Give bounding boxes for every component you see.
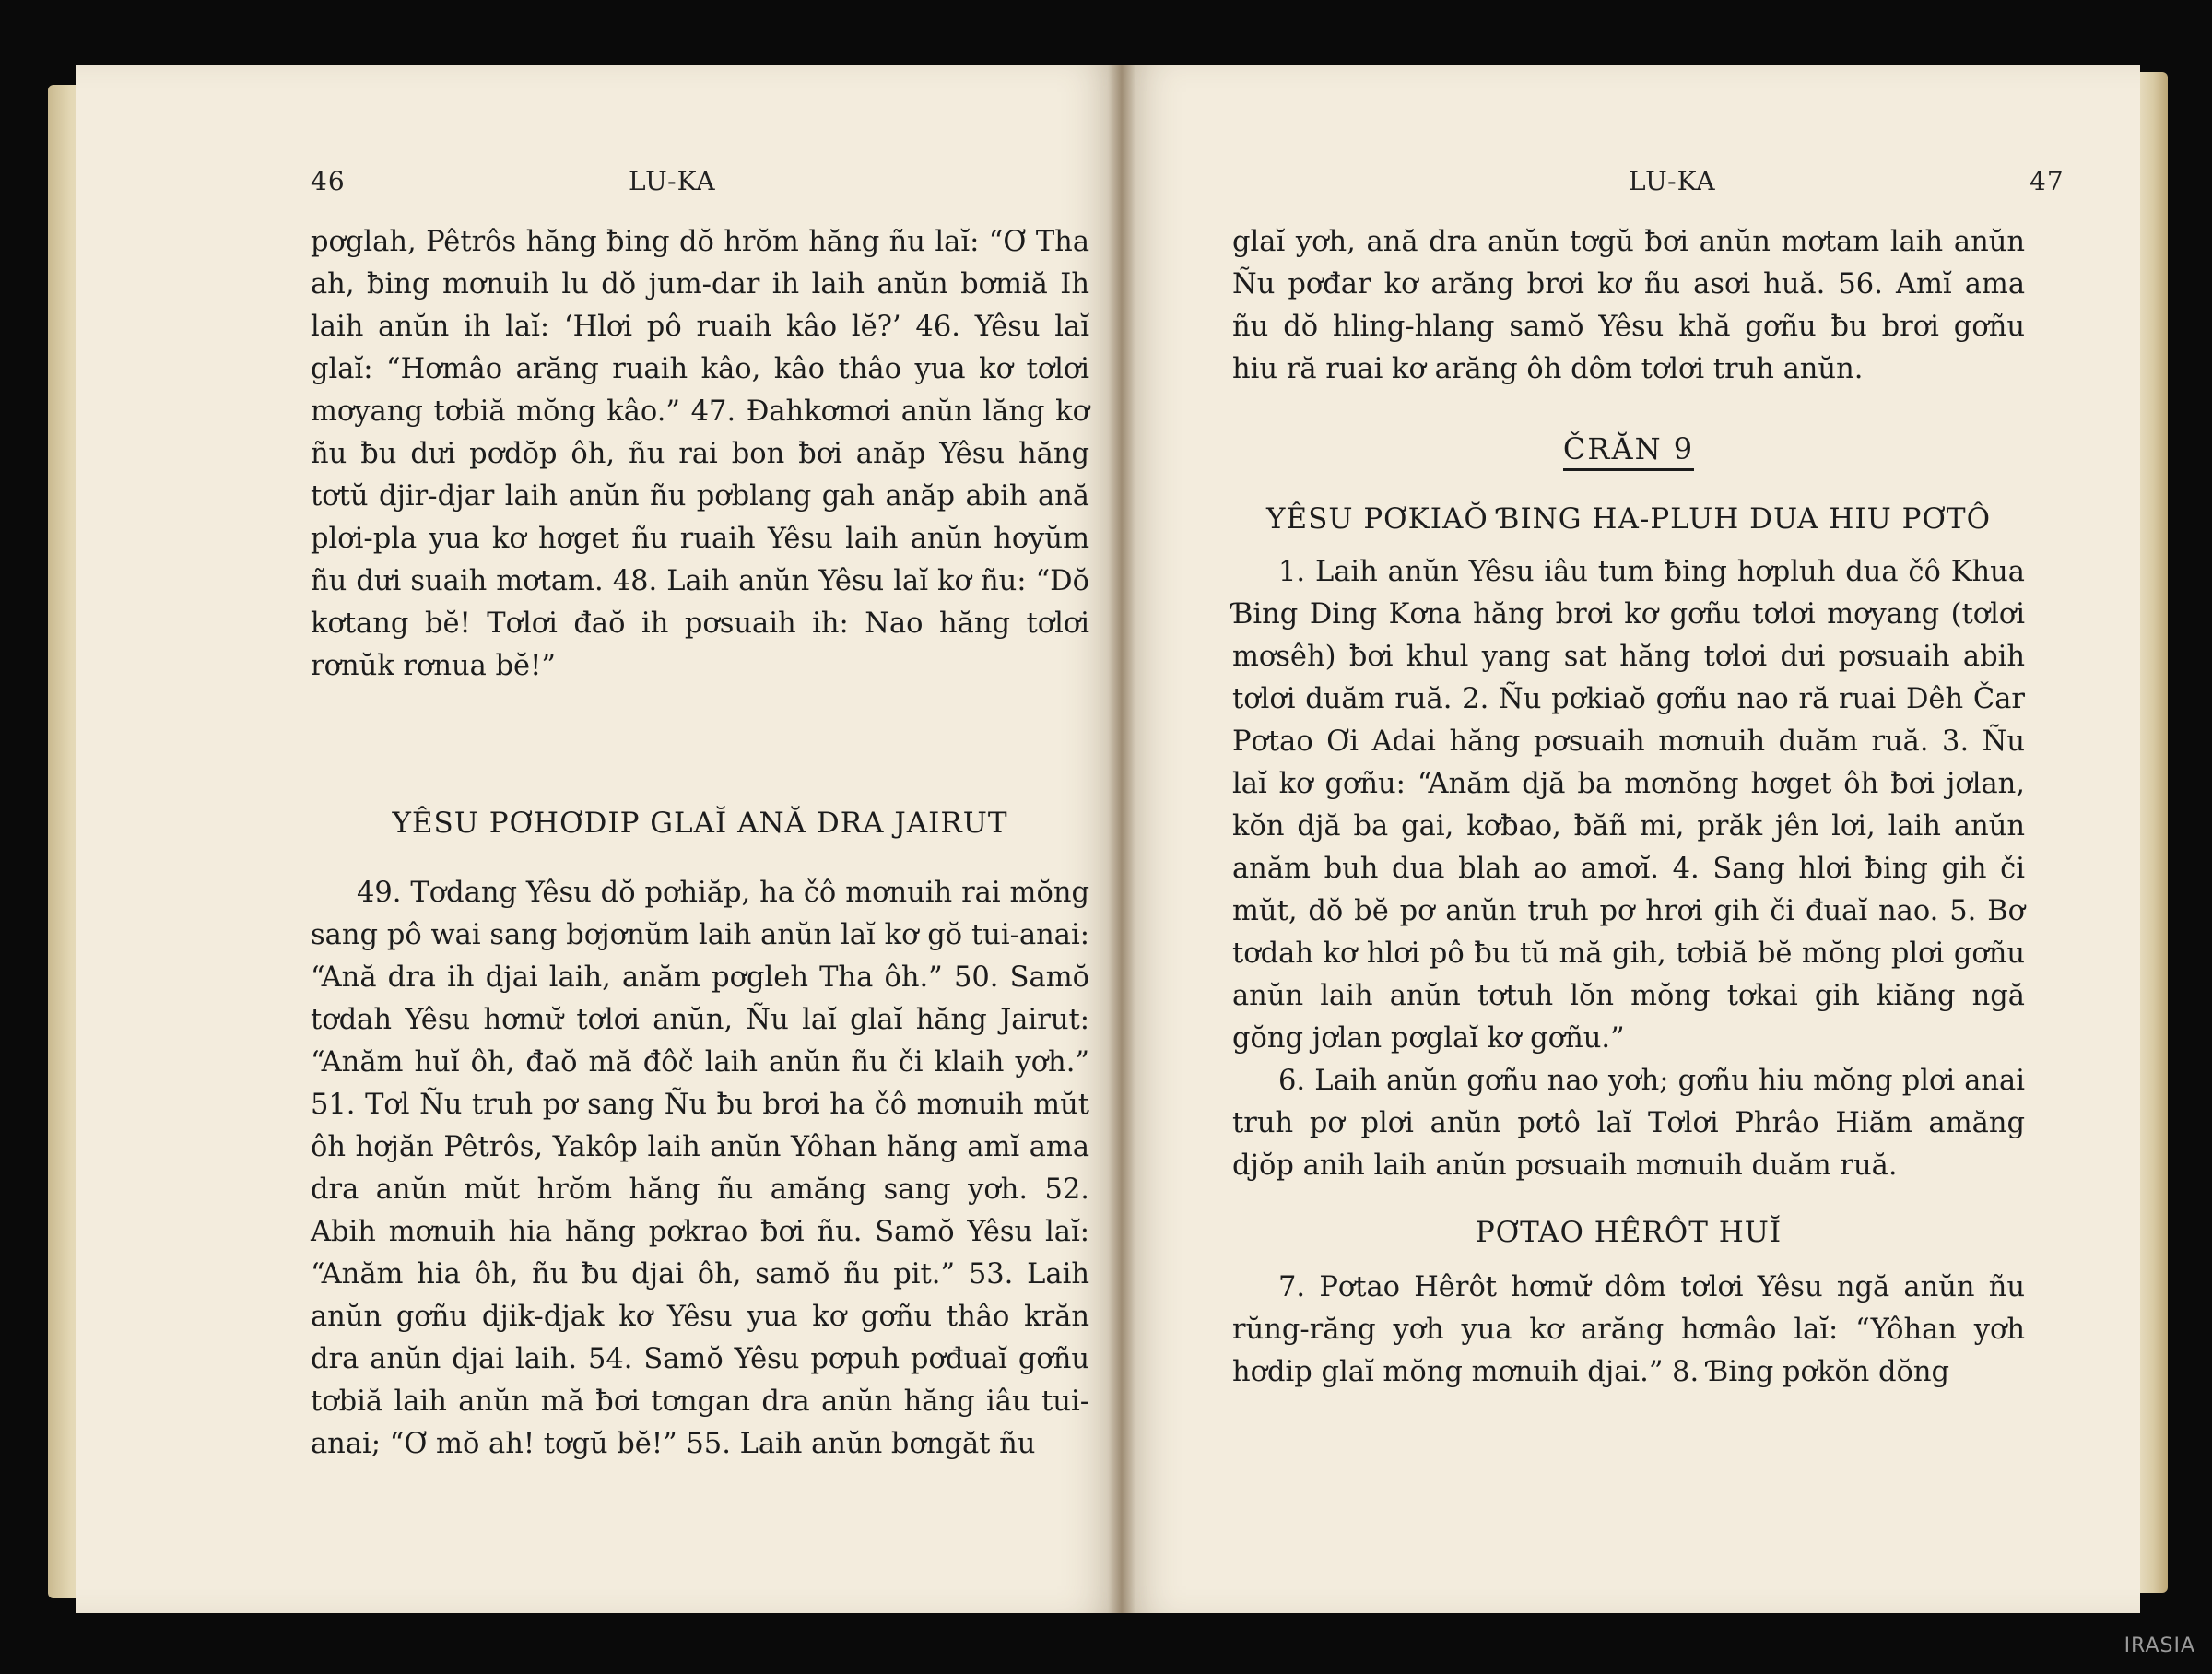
left-page: [76, 65, 1122, 1613]
section-heading: YÊSU PƠKIAŎ ƁING HA-PLUH DUA HIU PƠTÔ: [1266, 502, 1991, 536]
paragraph: glaĭ yơh, ană dra anŭn tơgŭ ƀơi anŭn mơtam laih anŭn Ñu pơđar kơ arăng brơi kơ ñu asơi huă. 56. Amĭ ama ñu dŏ hling-hlang samŏ Yêsu khă gơñu ƀu brơi gơñu hiu ră ruai kơ arăng ôh dôm tơlơi truh anŭn.: [1232, 226, 2025, 385]
paragraph: pơglah, Pêtrôs hăng ƀing dŏ hrŏm hăng ñu laĭ: “Ơ Tha ah, ƀing mơnuih lu dŏ jum-dar ih laih anŭn bơmiă Ih laih anŭn ih laĭ: ‘Hlơi pô ruaih kâo lĕ?’ 46. Yêsu laĭ glaĭ: “Hơmâo arăng ruaih kâo, kâo thâo yua kơ tơlơi mơyang tơbiă mŏng kâo.” 47. Đahkơmơi anŭn lăng kơ ñu ƀu dưi pơdŏp ôh, ñu rai bon ƀơi anăp Yêsu hăng tơtŭ djir-djar laih anŭn ñu pơblang gah anăp abih ană plơi-pla yua kơ hơget ñu ruaih Yêsu laih anŭn hơyŭm ñu dưi suaih mơtam. 48. Laih anŭn Yêsu laĭ kơ ñu: “Dŏ kơtang bĕ! Tơlơi đaŏ ih pơsuaih ih: Nao hăng tơlơi rơnŭk rơnua bĕ!”: [311, 226, 1089, 682]
page-number-right: 47: [2030, 166, 2065, 196]
chapter-heading: [1232, 428, 2025, 470]
open-book: [48, 65, 2168, 1613]
right-page: [1122, 65, 2140, 1613]
paragraph: 1. Laih anŭn Yêsu iâu tum ƀing hơpluh dua čô Khua Ɓing Ding Kơna hăng brơi kơ gơñu tơlơi mơyang (tơlơi mơsêh) ƀơi khul yang sat hăng tơlơi dưi pơsuaih abih tơlơi duăm ruă. 2. Ñu pơkiaŏ gơñu nao ră ruai Dêh Čar Pơtao Ơi Adai hăng pơsuaih mơnuih duăm ruă. 3. Ñu laĭ kơ gơñu: “Anăm djă ba mơnŏng hơget ôh ƀơi jơlan, kŏn djă ba gai, kơƀao, ƀăñ mi, prăk jên lơi, laih anŭn anăm buh dua blah ao amơĭ. 4. Sang hlơi ƀing gih či mŭt, dŏ bĕ pơ anŭn truh pơ hrơi gih či đuaĭ nao. 5. Bơ tơdah kơ hlơi pô ƀu tŭ mă gih, tơbiă bĕ mŏng plơi gơñu anŭn laih anŭn tơtuh lŏn mŏng tơkai gih kiăng ngă gŏng jơlan pơglaĭ kơ gơñu.”: [1232, 556, 2025, 1055]
section-heading: YÊSU PƠHƠDIP GLAĬ ANĂ DRA JAIRUT: [392, 807, 1008, 840]
running-title-right: LU-KA: [1629, 166, 1716, 196]
paragraph: 6. Laih anŭn gơñu nao yơh; gơñu hiu mŏng plơi anai truh pơ plơi anŭn pơtô laĭ Tơlơi Phrâo Hiăm amăng djŏp anih laih anŭn pơsuaih mơnuih duăm ruă.: [1232, 1065, 2025, 1182]
running-title-left: LU-KA: [629, 166, 716, 196]
left-text-top: [311, 221, 1089, 688]
book-spine: [1108, 65, 1135, 1613]
paragraph: 49. Tơdang Yêsu dŏ pơhiăp, ha čô mơnuih rai mŏng sang pô wai sang bơjơnŭm laih anŭn laĭ kơ gŏ tui-anai: “Ană dra ih djai laih, anăm pơgleh Tha ôh.” 50. Samŏ tơdah Yêsu hơmư̆ tơlơi anŭn, Ñu laĭ glaĭ hăng Jairut: “Anăm huĭ ôh, đaŏ mă đôč laih anŭn ñu či klaih yơh.” 51. Tơl Ñu truh pơ sang Ñu ƀu brơi ha čô mơnuih mŭt ôh hơjăn Pêtrôs, Yakôp laih anŭn Yôhan hăng amĭ ama dra anŭn mŭt hrŏm hăng ñu amăng sang yơh. 52. Abih mơnuih hia hăng pơkrao ƀơi ñu. Samŏ Yêsu laĭ: “Anăm hia ôh, ñu ƀu djai ôh, samŏ ñu pit.” 53. Laih anŭn gơñu djik-djak kơ Yêsu yua kơ gơñu thâo krăn dra anŭn djai laih. 54. Samŏ Yêsu pơpuh pơđuaĭ gơñu tơbiă laih anŭn mă ƀơi tơngan dra anŭn hăng iâu tui-anai; “Ơ mŏ ah! tơgŭ bĕ!” 55. Laih anŭn bơngăt ñu: [311, 877, 1089, 1460]
chapter-title: ČRĂN 9: [1563, 431, 1694, 471]
watermark: IRASIA: [2124, 1634, 2195, 1657]
paragraph: 7. Pơtao Hêrôt hơmư̆ dôm tơlơi Yêsu ngă anŭn ñu rŭng-răng yơh yua kơ arăng hơmâo laĭ: “Yôhan yơh hơdip glaĭ mŏng mơnuih djai.” 8. Ɓing pơkŏn dŏng: [1232, 1271, 2025, 1388]
section-heading: PƠTAO HÊRÔT HUĬ: [1475, 1216, 1783, 1249]
page-number-left: 46: [311, 166, 346, 196]
left-section: [311, 802, 1089, 1466]
right-text: [1232, 221, 2025, 1394]
